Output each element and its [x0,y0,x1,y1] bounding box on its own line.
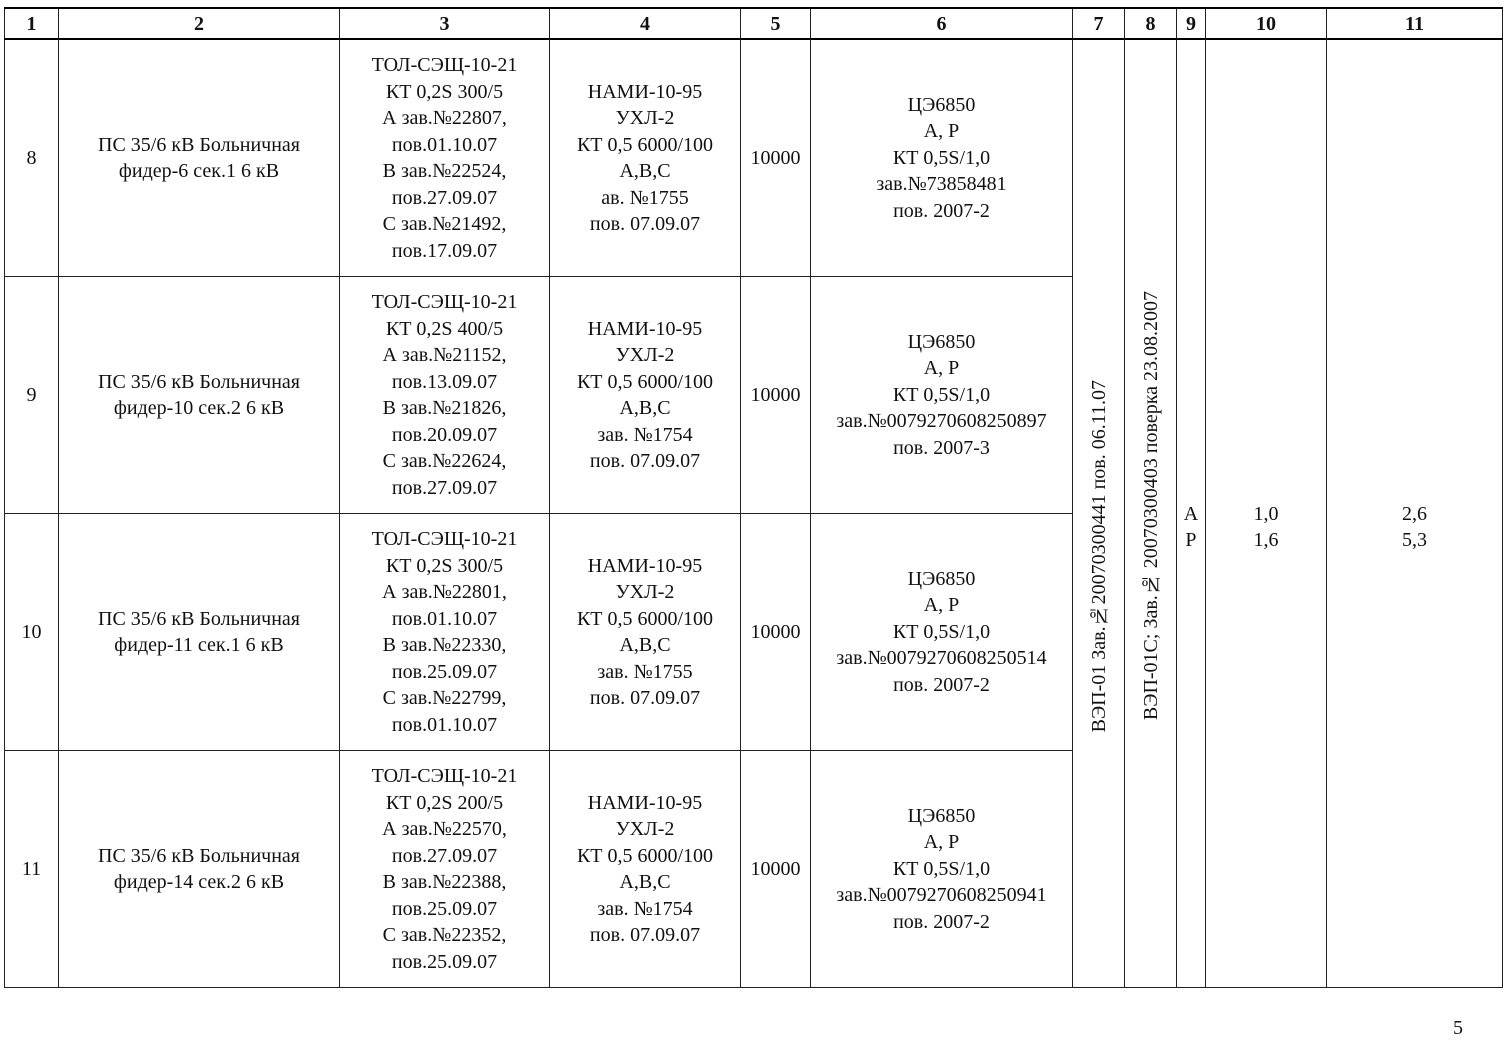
object-name: ПС 35/6 кВ Больничная фидер-10 сек.2 6 кВ [59,277,340,514]
energy-type [1177,39,1206,988]
current-transformer: ТОЛ-СЭЩ-10-21 КТ 0,2S 300/5 А зав.№22807, пов.01.10.07 В зав.№22524, пов.27.09.07 С зав.№21492, пов.17.09.07 [340,39,550,277]
object-name: ПС 35/6 кВ Больничная фидер-11 сек.1 6 кВ [59,514,340,751]
row-number: 8 [5,39,59,277]
header-cell: 3 [340,8,550,39]
meter-info: ЦЭ6850 А, Р КТ 0,5S/1,0 зав.№73858481 пов. 2007-2 [811,39,1073,277]
accuracy-col11-text: 2,6 5,3 [1402,502,1427,551]
row-number: 9 [5,277,59,514]
transform-coefficient: 10000 [741,751,811,988]
meter-info: ЦЭ6850 А, Р КТ 0,5S/1,0 зав.№0079270608250941 пов. 2007-2 [811,751,1073,988]
voltage-transformer: НАМИ-10-95 УХЛ-2 КТ 0,5 6000/100 А,В,С зав. №1754 пов. 07.09.07 [550,751,741,988]
device-col8 [1125,39,1177,988]
voltage-transformer: НАМИ-10-95 УХЛ-2 КТ 0,5 6000/100 А,В,С зав. №1755 пов. 07.09.07 [550,514,741,751]
current-transformer: ТОЛ-СЭЩ-10-21 КТ 0,2S 400/5 А зав.№21152, пов.13.09.07 В зав.№21826, пов.20.09.07 С зав.№22624, пов.27.09.07 [340,277,550,514]
voltage-transformer: НАМИ-10-95 УХЛ-2 КТ 0,5 6000/100 А,В,С ав. №1755 пов. 07.09.07 [550,39,741,277]
row-number: 11 [5,751,59,988]
accuracy-col11 [1327,39,1503,988]
header-cell: 1 [5,8,59,39]
energy-type-text: А Р [1183,502,1199,551]
header-cell: 6 [811,8,1073,39]
header-cell: 4 [550,8,741,39]
page-number: 5 [1453,1017,1463,1039]
current-transformer: ТОЛ-СЭЩ-10-21 КТ 0,2S 300/5 А зав.№22801, пов.01.10.07 В зав.№22330, пов.25.09.07 С зав.№22799, пов.01.10.07 [340,514,550,751]
device-col7 [1073,39,1125,988]
accuracy-col10 [1206,39,1327,988]
header-cell: 7 [1073,8,1125,39]
current-transformer: ТОЛ-СЭЩ-10-21 КТ 0,2S 200/5 А зав.№22570, пов.27.09.07 В зав.№22388, пов.25.09.07 С зав.№22352, пов.25.09.07 [340,751,550,988]
header-cell: 2 [59,8,340,39]
header-row [5,8,1503,39]
header-cell: 11 [1327,8,1503,39]
header-cell: 9 [1177,8,1206,39]
device-col7-text: ВЭП-01 Зав.№20070300441 пов. 06.11.07 [1087,379,1110,733]
header-cell: 5 [741,8,811,39]
accuracy-col10-text: 1,0 1,6 [1253,502,1279,551]
meter-info: ЦЭ6850 А, Р КТ 0,5S/1,0 зав.№0079270608250514 пов. 2007-2 [811,514,1073,751]
meter-info: ЦЭ6850 А, Р КТ 0,5S/1,0 зав.№0079270608250897 пов. 2007-3 [811,277,1073,514]
transform-coefficient: 10000 [741,514,811,751]
table-row [5,39,1503,277]
transform-coefficient: 10000 [741,39,811,277]
header-cell: 10 [1206,8,1327,39]
transform-coefficient: 10000 [741,277,811,514]
header-cell: 8 [1125,8,1177,39]
voltage-transformer: НАМИ-10-95 УХЛ-2 КТ 0,5 6000/100 А,В,С зав. №1754 пов. 07.09.07 [550,277,741,514]
object-name: ПС 35/6 кВ Больничная фидер-6 сек.1 6 кВ [59,39,340,277]
device-col8-text: ВЭП-01С; Зав.№ 20070300403 поверка 23.08.2007 [1139,290,1162,721]
object-name: ПС 35/6 кВ Больничная фидер-14 сек.2 6 кВ [59,751,340,988]
row-number: 10 [5,514,59,751]
equipment-table [4,7,1503,988]
